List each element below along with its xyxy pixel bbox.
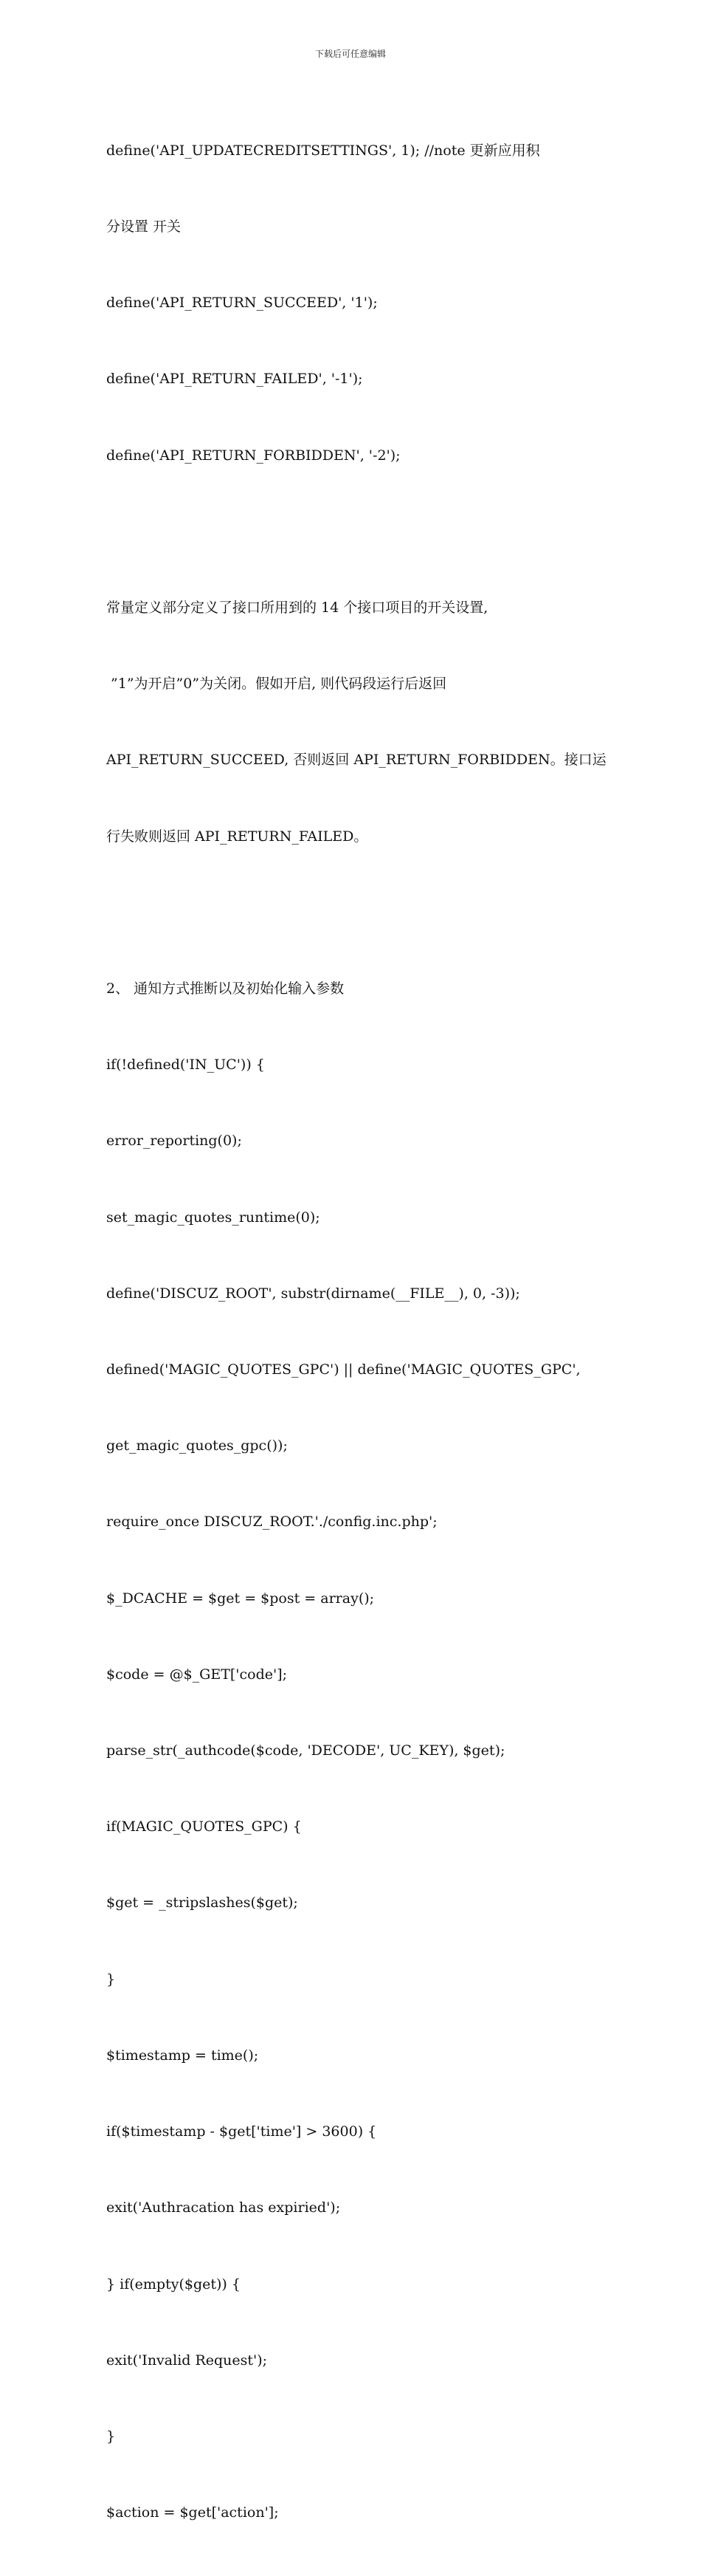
code-line: if(MAGIC_QUOTES_GPC) { [106,1818,302,1835]
code-line: exit('Authracation has expiried'); [106,2199,341,2216]
text-line: 分设置 开关 [106,219,182,236]
page-header: 下载后可任意编辑 [314,49,386,59]
text-line: define('API_UPDATECREDITSETTINGS', 1); //note 更新应用积 [106,142,540,159]
code-line: $action = $get['action']; [106,2504,279,2521]
paragraph-line: API_RETURN_SUCCEED, 否则返回 API_RETURN_FORBIDDEN。接口运 [106,752,607,769]
code-line: } [106,1971,116,1988]
code-line: get_magic_quotes_gpc()); [106,1438,288,1454]
paragraph-line: ”1”为开启”0”为关闭。假如开启, 则代码段运行后返回 [106,676,447,693]
code-line: $timestamp = time(); [106,2047,259,2064]
code-line: set_magic_quotes_runtime(0); [106,1209,320,1226]
code-line: parse_str(_authcode($code, 'DECODE', UC_KEY), $get); [106,1742,505,1759]
paragraph-line: 行失败则返回 API_RETURN_FAILED。 [106,828,368,845]
code-line: $_DCACHE = $get = $post = array(); [106,1590,375,1607]
code-line: error_reporting(0); [106,1133,242,1150]
code-line: } [106,2428,116,2445]
paragraph-line: 常量定义部分定义了接口所用到的 14 个接口项目的开关设置, [106,600,488,616]
code-line: define('API_RETURN_FORBIDDEN', '-2'); [106,447,401,464]
code-line: if(!defined('IN_UC')) { [106,1057,265,1074]
code-line: $code = @$_GET['code']; [106,1666,288,1683]
code-line: define('DISCUZ_ROOT', substr(dirname(__FILE__), 0, -3)); [106,1285,520,1302]
document-body [106,87,607,2576]
code-line: define('API_RETURN_SUCCEED', '1'); [106,295,378,312]
code-line: } if(empty($get)) { [106,2276,241,2292]
section-heading: 2、 通知方式推断以及初始化输入参数 [106,980,345,997]
code-line: define('API_RETURN_FAILED', '-1'); [106,371,363,388]
code-line: exit('Invalid Request'); [106,2352,268,2369]
code-line: require_once DISCUZ_ROOT.'./config.inc.php'; [106,1514,438,1531]
code-line: defined('MAGIC_QUOTES_GPC') || define('MAGIC_QUOTES_GPC', [106,1361,581,1378]
blank-line [106,519,601,544]
blank-line [106,900,601,925]
code-line: if($timestamp - $get['time'] > 3600) { [106,2123,377,2140]
code-line: $get = _stripslashes($get); [106,1895,298,1912]
